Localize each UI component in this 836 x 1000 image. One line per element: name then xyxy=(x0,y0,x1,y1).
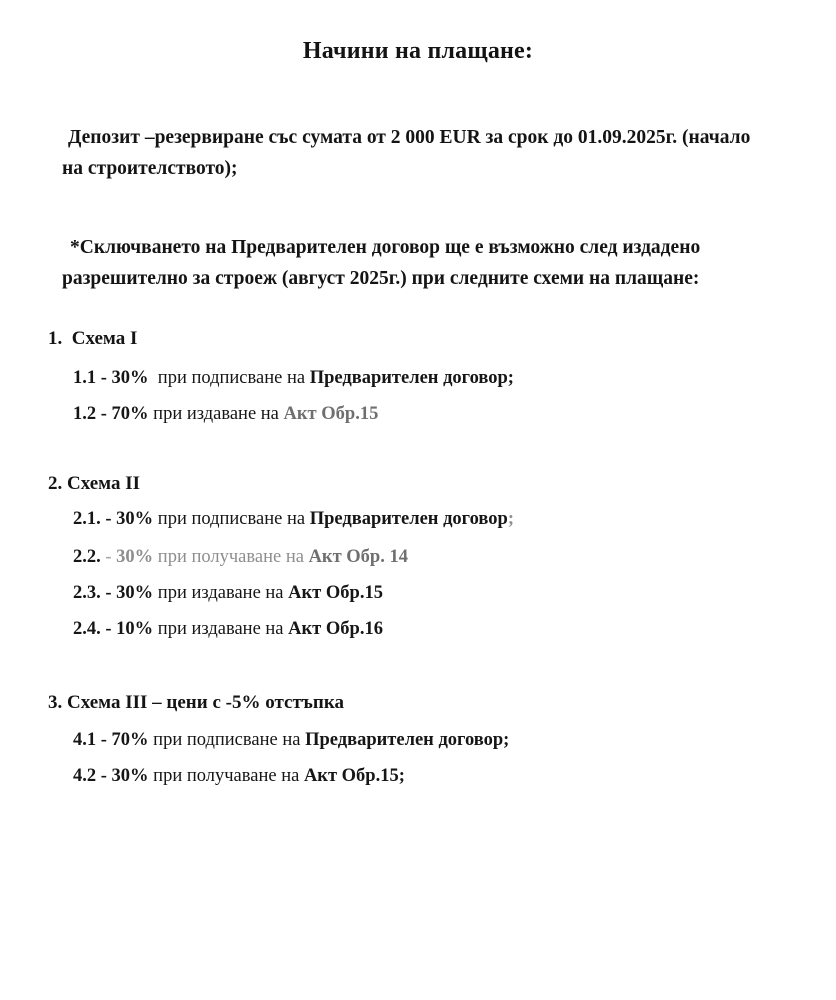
scheme-heading-3: 3. Схема III – цени с -5% отстъпка xyxy=(48,692,344,713)
paragraph-precontract: *Сключването на Предварителен договор ще е възможно след издадено разрешително за строеж (август 2025г.) при следните схеми на плащане: xyxy=(62,237,701,289)
scheme-item-1-2-percent: 1.2 - 70% xyxy=(73,404,149,424)
scheme-item-3-1-percent: 4.1 - 70% xyxy=(73,730,149,750)
scheme-item-2-2-percent: 30% xyxy=(116,547,154,567)
scheme-item-1-1-percent: 1.1 - 30% xyxy=(73,368,149,388)
scheme-item-1-1-target: Предварителен договор; xyxy=(309,368,514,388)
scheme-item-3-2 xyxy=(73,766,405,787)
scheme-item-2-3 xyxy=(73,583,383,604)
scheme-item-2-4-percent: 2.4. - 10% xyxy=(73,619,154,639)
scheme-item-2-4 xyxy=(73,619,383,640)
scheme-item-2-3-text: при издаване на xyxy=(153,583,289,603)
scheme-item-3-1-target: Предварителен договор; xyxy=(305,730,510,750)
scheme-item-2-2-dash: - xyxy=(100,547,117,567)
scheme-item-2-4-text: при издаване на xyxy=(153,619,289,639)
scheme-item-2-1-tail: ; xyxy=(507,509,514,529)
scheme-item-1-2-target: Акт Обр.15 xyxy=(283,404,379,424)
scheme-item-2-3-percent: 2.3. - 30% xyxy=(73,583,154,603)
scheme-item-2-3-target: Акт Обр.15 xyxy=(288,583,383,603)
scheme-item-1-2 xyxy=(73,404,378,425)
scheme-item-2-2-target: Акт Обр. 14 xyxy=(308,547,408,567)
scheme-item-3-1-text: при подписване на xyxy=(148,730,306,750)
scheme-item-1-2-text: при издаване на xyxy=(148,404,284,424)
scheme-item-1-1 xyxy=(73,368,514,389)
scheme-heading-2: 2. Схема II xyxy=(48,473,141,494)
scheme-item-1-1-text: при подписване на xyxy=(148,368,310,388)
scheme-item-2-1-target: Предварителен договор xyxy=(309,509,508,529)
scheme-item-3-1 xyxy=(73,730,509,751)
scheme-item-3-2-percent: 4.2 - 30% xyxy=(73,766,149,786)
page-title: Начини на плащане: xyxy=(302,38,534,64)
scheme-item-2-2 xyxy=(73,547,408,568)
scheme-item-2-4-target: Акт Обр.16 xyxy=(288,619,383,639)
scheme-item-2-1-percent: 2.1. - 30% xyxy=(73,509,154,529)
scheme-item-2-1-text: при подписване на xyxy=(153,509,310,529)
scheme-item-2-2-number: 2.2. xyxy=(73,547,101,567)
paragraph-deposit: Депозит –резервиране със сумата от 2 000 EUR за срок до 01.09.2025г. (начало на строителството); xyxy=(62,127,751,179)
scheme-heading-1: 1. Схема I xyxy=(48,328,138,349)
scheme-item-2-1 xyxy=(73,509,514,530)
scheme-item-3-2-target: Акт Обр.15; xyxy=(303,766,405,786)
scheme-item-3-2-text: при получаване на xyxy=(148,766,304,786)
scheme-item-2-2-text: при получаване на xyxy=(153,547,309,567)
